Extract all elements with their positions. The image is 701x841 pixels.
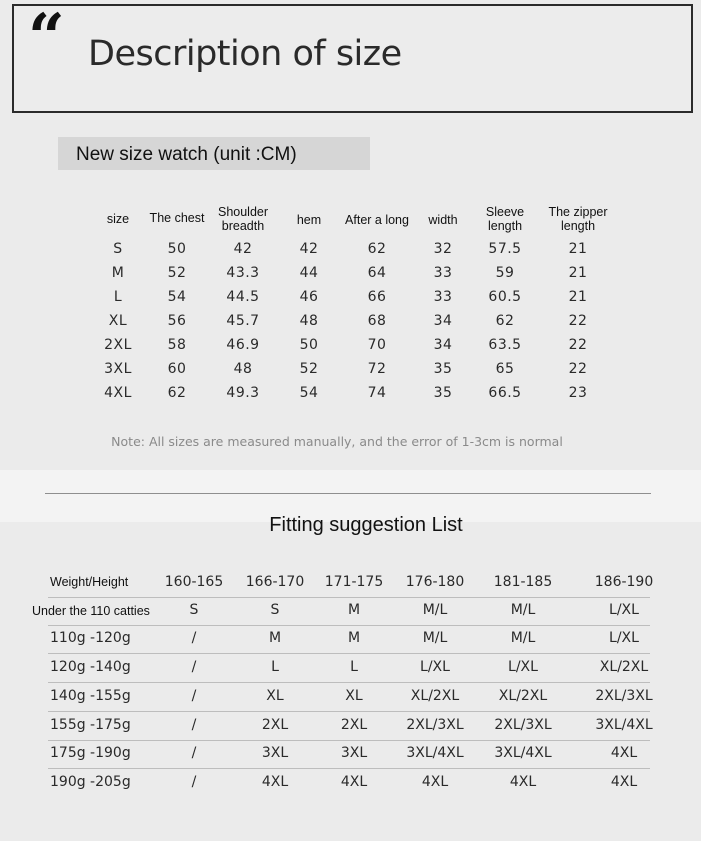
fitting-size-cell: S xyxy=(189,602,199,618)
row-divider xyxy=(48,597,650,598)
fitting-size-cell: / xyxy=(191,688,197,704)
fitting-size-cell: S xyxy=(270,602,280,618)
fitting-height-header: 171-175 xyxy=(324,574,384,590)
fitting-size-cell: XL/2XL xyxy=(498,688,548,704)
size-table-row xyxy=(0,385,701,409)
col-header-label-line2: length xyxy=(560,219,596,233)
size-cell-value: 52 xyxy=(167,265,187,281)
fitting-size-cell: 2XL xyxy=(261,717,289,733)
fitting-size-cell: 2XL/3XL xyxy=(494,717,552,733)
size-table-row xyxy=(0,361,701,385)
row-divider xyxy=(48,711,650,712)
fitting-row xyxy=(0,773,701,802)
size-cell-value: 65 xyxy=(495,361,515,377)
fitting-size-cell: 4XL xyxy=(610,774,638,790)
col-header-label: size xyxy=(106,212,130,226)
col-header-label: width xyxy=(428,213,458,227)
fitting-size-cell: L/XL xyxy=(420,659,450,675)
size-cell-value: 42 xyxy=(299,241,319,257)
fitting-size-cell: 4XL xyxy=(610,745,638,761)
fitting-size-cell: M xyxy=(347,630,361,646)
size-cell-label: L xyxy=(113,289,123,305)
size-cell-label: 2XL xyxy=(104,337,132,353)
size-table-row xyxy=(0,265,701,289)
size-cell-value: 54 xyxy=(167,289,187,305)
fitting-title: Fitting suggestion List xyxy=(269,514,463,536)
fitting-row-label: 110g -120g xyxy=(50,630,131,646)
size-section-label: New size watch (unit :CM) xyxy=(58,137,370,170)
fitting-size-cell: 4XL xyxy=(340,774,368,790)
measurement-note: Note: All sizes are measured manually, and the error of 1-3cm is normal xyxy=(111,434,563,449)
fitting-size-cell: L/XL xyxy=(609,602,639,618)
size-table-row xyxy=(0,241,701,265)
row-divider xyxy=(48,682,650,683)
fitting-size-cell: M/L xyxy=(422,630,448,646)
size-cell-value: 22 xyxy=(568,313,588,329)
quote-mark-icon: “ xyxy=(28,0,59,75)
size-cell-value: 66 xyxy=(367,289,387,305)
col-header-sleeve xyxy=(486,205,524,233)
size-cell-value: 50 xyxy=(299,337,319,353)
size-cell-value: 21 xyxy=(568,241,588,257)
col-header-label: Shoulder xyxy=(217,205,269,219)
size-cell-label: XL xyxy=(108,313,128,329)
fitting-size-cell: M xyxy=(268,630,282,646)
fitting-size-cell: / xyxy=(191,745,197,761)
size-cell-value: 50 xyxy=(167,241,187,257)
col-header-length xyxy=(345,213,409,227)
fitting-size-cell: M xyxy=(347,602,361,618)
size-cell-value: 63.5 xyxy=(488,337,522,353)
fitting-size-cell: 2XL/3XL xyxy=(595,688,653,704)
size-cell-value: 60 xyxy=(167,361,187,377)
col-header-label: The zipper xyxy=(548,205,608,219)
size-cell-value: 21 xyxy=(568,265,588,281)
size-table-row xyxy=(0,313,701,337)
row-divider xyxy=(48,768,650,769)
fitting-size-cell: XL/2XL xyxy=(599,659,649,675)
size-cell-label: M xyxy=(111,265,125,281)
size-cell-value: 43.3 xyxy=(226,265,260,281)
fitting-size-cell: 4XL xyxy=(261,774,289,790)
fitting-size-cell: 3XL/4XL xyxy=(595,717,653,733)
size-cell-value: 60.5 xyxy=(488,289,522,305)
col-header-label: Sleeve xyxy=(485,205,525,219)
size-table-row xyxy=(0,289,701,313)
size-cell-value: 33 xyxy=(433,265,453,281)
fitting-header-label: Weight/Height xyxy=(50,575,129,589)
page-title: Description of size xyxy=(88,34,402,74)
fitting-row-label: 140g -155g xyxy=(50,688,131,704)
fitting-size-cell: M/L xyxy=(510,602,536,618)
size-cell-value: 33 xyxy=(433,289,453,305)
fitting-size-cell: 4XL xyxy=(509,774,537,790)
col-header-size xyxy=(107,212,129,226)
fitting-size-cell: L xyxy=(271,659,279,675)
size-cell-value: 64 xyxy=(367,265,387,281)
col-header-label-line2: breadth xyxy=(221,219,265,233)
fitting-size-cell: / xyxy=(191,630,197,646)
size-cell-value: 56 xyxy=(167,313,187,329)
size-cell-value: 52 xyxy=(299,361,319,377)
size-cell-value: 46.9 xyxy=(226,337,260,353)
size-cell-value: 62 xyxy=(495,313,515,329)
row-divider xyxy=(48,653,650,654)
size-cell-value: 45.7 xyxy=(226,313,260,329)
size-cell-value: 35 xyxy=(433,385,453,401)
fitting-size-cell: 3XL/4XL xyxy=(494,745,552,761)
col-header-hem xyxy=(297,213,321,227)
fitting-size-cell: XL xyxy=(345,688,363,704)
size-cell-value: 57.5 xyxy=(488,241,522,257)
size-cell-value: 54 xyxy=(299,385,319,401)
header-box xyxy=(12,0,693,113)
section-divider xyxy=(45,493,651,494)
size-cell-value: 42 xyxy=(233,241,253,257)
fitting-size-cell: L xyxy=(350,659,358,675)
size-cell-value: 23 xyxy=(568,385,588,401)
fitting-row-label: 175g -190g xyxy=(50,745,131,761)
size-cell-value: 22 xyxy=(568,361,588,377)
fitting-size-cell: L/XL xyxy=(609,630,639,646)
fitting-row-label: 120g -140g xyxy=(50,659,131,675)
fitting-size-cell: 3XL/4XL xyxy=(406,745,464,761)
fitting-height-header: 186-190 xyxy=(594,574,654,590)
col-header-label: hem xyxy=(296,213,322,227)
size-cell-value: 21 xyxy=(568,289,588,305)
fitting-height-header: 176-180 xyxy=(405,574,465,590)
col-header-zipper xyxy=(548,205,607,233)
fitting-size-cell: M/L xyxy=(422,602,448,618)
size-cell-value: 44 xyxy=(299,265,319,281)
size-cell-value: 62 xyxy=(167,385,187,401)
fitting-size-cell: / xyxy=(191,659,197,675)
size-cell-value: 66.5 xyxy=(488,385,522,401)
fitting-row-label: 155g -175g xyxy=(50,717,131,733)
fitting-size-cell: / xyxy=(191,717,197,733)
size-cell-value: 35 xyxy=(433,361,453,377)
col-header-width xyxy=(428,213,457,227)
row-divider xyxy=(48,740,650,741)
fitting-size-cell: XL xyxy=(266,688,284,704)
size-table-row xyxy=(0,337,701,361)
row-divider xyxy=(48,625,650,626)
size-cell-value: 32 xyxy=(433,241,453,257)
fitting-row-label: Under the 110 catties xyxy=(32,604,150,618)
col-header-label: After a long xyxy=(345,213,409,227)
size-cell-value: 34 xyxy=(433,313,453,329)
fitting-row-label: 190g -205g xyxy=(50,774,131,790)
fitting-size-cell: / xyxy=(191,774,197,790)
size-cell-value: 46 xyxy=(299,289,319,305)
fitting-size-cell: 3XL xyxy=(340,745,368,761)
size-cell-value: 70 xyxy=(367,337,387,353)
fitting-height-header: 160-165 xyxy=(164,574,224,590)
size-cell-value: 68 xyxy=(367,313,387,329)
fitting-size-cell: M/L xyxy=(510,630,536,646)
size-cell-value: 48 xyxy=(233,361,253,377)
size-cell-value: 62 xyxy=(367,241,387,257)
col-header-label: The chest xyxy=(149,211,205,225)
fitting-size-cell: L/XL xyxy=(508,659,538,675)
size-cell-label: 3XL xyxy=(104,361,132,377)
size-cell-value: 22 xyxy=(568,337,588,353)
col-header-chest xyxy=(150,211,205,225)
size-cell-value: 49.3 xyxy=(226,385,260,401)
size-cell-value: 72 xyxy=(367,361,387,377)
size-cell-value: 44.5 xyxy=(226,289,260,305)
size-cell-value: 74 xyxy=(367,385,387,401)
fitting-size-cell: 4XL xyxy=(421,774,449,790)
fitting-size-cell: 2XL/3XL xyxy=(406,717,464,733)
fitting-height-header: 181-185 xyxy=(493,574,553,590)
fitting-size-cell: 2XL xyxy=(340,717,368,733)
size-cell-value: 59 xyxy=(495,265,515,281)
col-header-label-line2: length xyxy=(487,219,523,233)
fitting-size-cell: 3XL xyxy=(261,745,289,761)
fitting-size-cell: XL/2XL xyxy=(410,688,460,704)
size-cell-label: S xyxy=(113,241,123,257)
size-cell-value: 34 xyxy=(433,337,453,353)
size-cell-value: 48 xyxy=(299,313,319,329)
size-cell-label: 4XL xyxy=(104,385,132,401)
size-cell-value: 58 xyxy=(167,337,187,353)
col-header-shoulder xyxy=(218,205,268,233)
fitting-height-header: 166-170 xyxy=(245,574,305,590)
size-table-header xyxy=(0,205,701,241)
